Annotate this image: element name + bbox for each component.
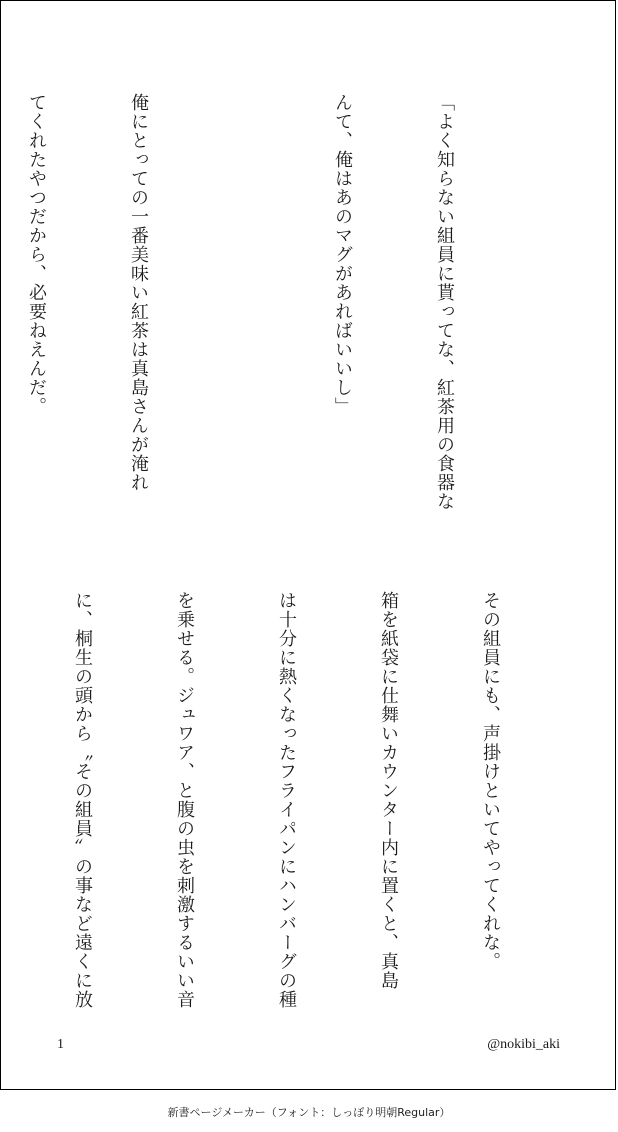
text-line: その組員にも、声掛けといてやってくれな。	[480, 591, 501, 971]
text-line: てくれたやつだから、必要ねえんだ。	[26, 93, 47, 416]
bottom-text-column	[0, 591, 575, 1021]
text-line: は十分に熱くなったフライパンにハンバーグの種	[276, 591, 297, 1009]
author-credit: @nokibi_aki	[487, 1037, 560, 1052]
generator-footer: 新書ページメーカー（フォント：しっぽり明朝Regular）	[167, 1106, 451, 1119]
text-line: に、桐生の頭から〝その組員〟の事など遠くに放	[72, 591, 93, 1009]
text-line: 俺にとっての一番美味い紅茶は真島さんが淹れ	[128, 93, 149, 492]
blank-line	[223, 93, 257, 543]
text-line: 箱を紙袋に仕舞いカウンター内に置くと、真島	[378, 591, 399, 990]
text-line: を乗せる。ジュワア、と腹の虫を刺激するいい音	[174, 591, 195, 1009]
text-line: 「よく知らない組員に貰ってな、紅茶用の食器な	[434, 93, 455, 511]
page-number: 1	[57, 1037, 64, 1052]
top-text-column	[0, 93, 529, 543]
text-line: んて、俺はあのマグがあればいいし」	[332, 93, 353, 416]
